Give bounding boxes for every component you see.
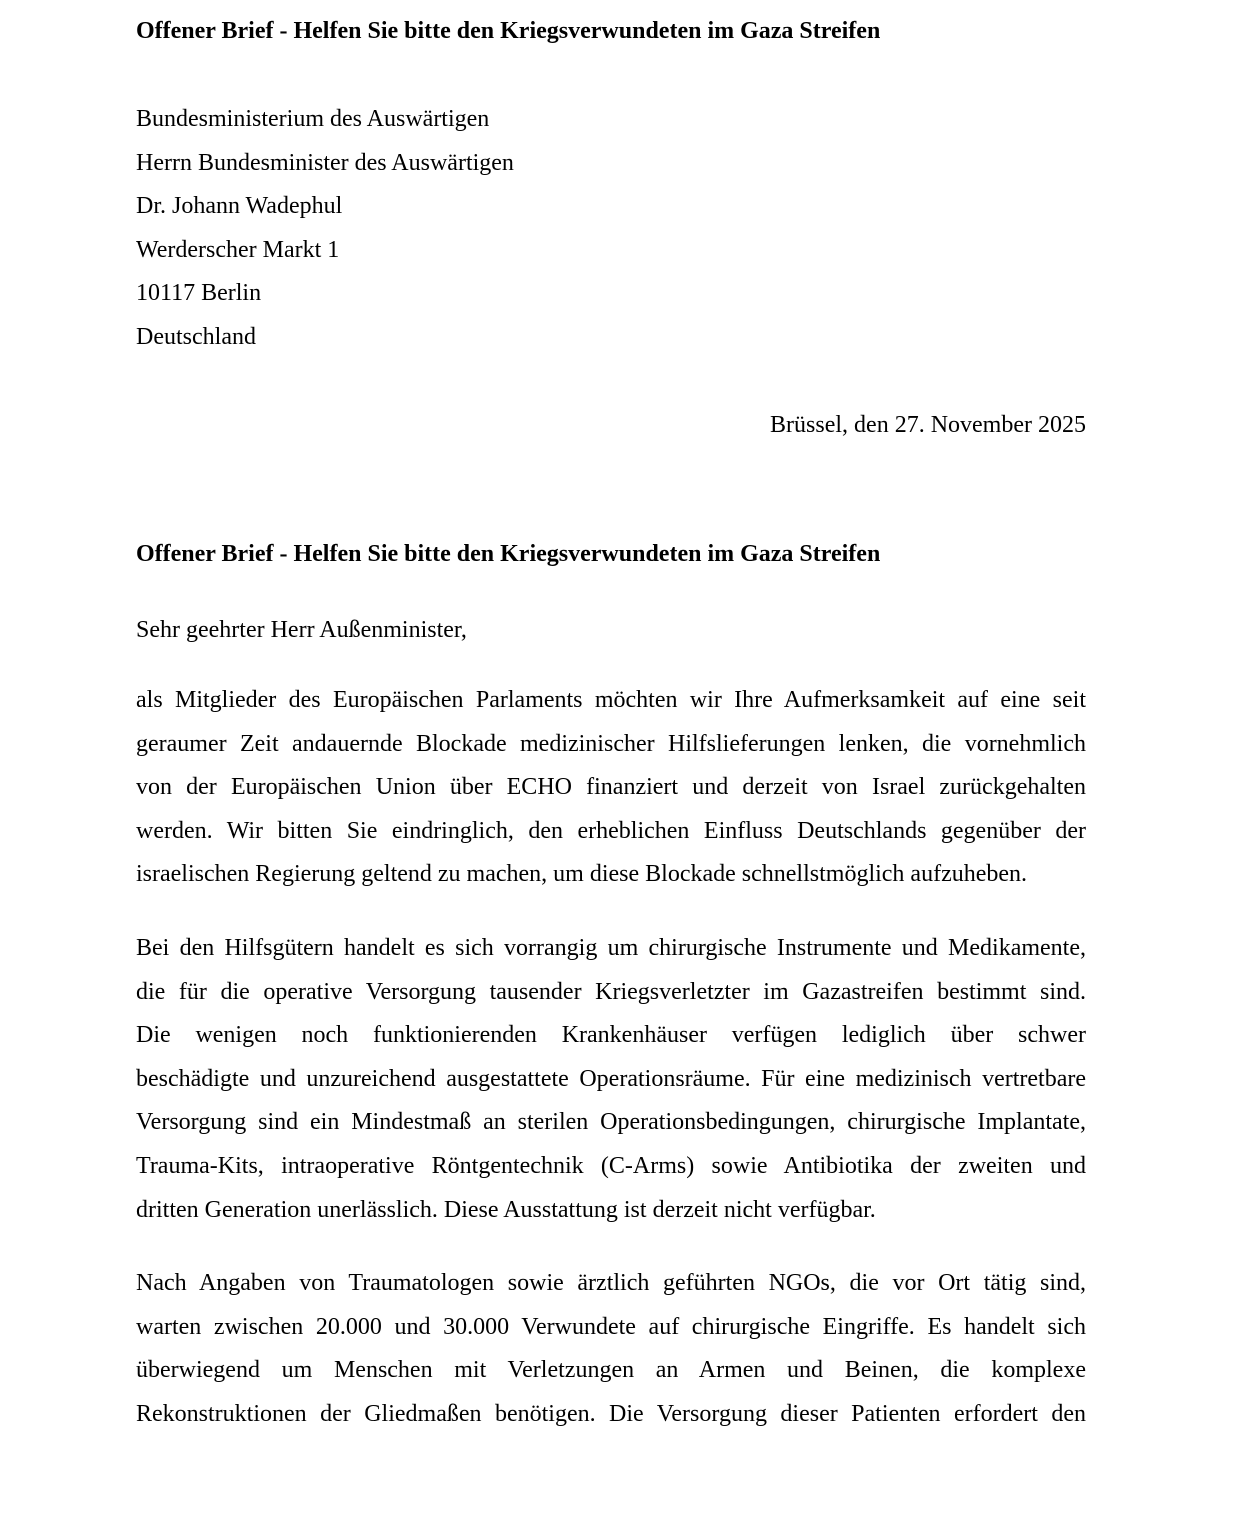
address-line-recipient-name: Dr. Johann Wadephul	[136, 193, 343, 220]
paragraph-line: Trauma-Kits, intraoperative Röntgentechnik (C-Arms) sowie Antibiotika der zweiten und	[136, 1152, 1086, 1179]
paragraph-line: als Mitglieder des Europäischen Parlaments möchten wir Ihre Aufmerksamkeit auf eine seit	[136, 687, 1086, 713]
paragraph-line: die für die operative Versorgung tausender Kriegsverletzter im Gazastreifen bestimmt sind.	[136, 978, 1086, 1005]
body-paragraph-2	[136, 927, 1086, 1232]
paragraph-line: geraumer Zeit andauernde Blockade medizinischer Hilfslieferungen lenken, die vornehmlich	[136, 730, 1086, 757]
paragraph-line: überwiegend um Menschen mit Verletzungen an Armen und Beinen, die komplexe	[136, 1357, 1086, 1384]
address-line-country: Deutschland	[136, 323, 256, 350]
paragraph-line: dritten Generation unerlässlich. Diese Ausstattung ist derzeit nicht verfügbar.	[136, 1196, 876, 1223]
body-paragraph-1	[136, 679, 1086, 897]
paragraph-line: Versorgung sind ein Mindestmaß an sterilen Operationsbedingungen, chirurgische Implantate,	[136, 1109, 1086, 1136]
address-line-street: Werderscher Markt 1	[136, 236, 340, 263]
paragraph-line: werden. Wir bitten Sie eindringlich, den erheblichen Einfluss Deutschlands gegenüber der	[136, 817, 1086, 844]
address-line-city: 10117 Berlin	[136, 280, 262, 307]
paragraph-line: Bei den Hilfsgütern handelt es sich vorrangig um chirurgische Instrumente und Medikamente,	[136, 935, 1086, 961]
recipient-address-block	[136, 100, 514, 362]
paragraph-line: von der Europäischen Union über ECHO finanziert und derzeit von Israel zurückgehalten	[136, 774, 1086, 801]
salutation: Sehr geehrter Herr Außenminister,	[136, 617, 467, 643]
paragraph-line: Rekonstruktionen der Gliedmaßen benötigen. Die Versorgung dieser Patienten erfordert den	[136, 1400, 1086, 1427]
address-line-recipient-title: Herrn Bundesminister des Auswärtigen	[136, 149, 514, 176]
body-paragraph-3	[136, 1262, 1086, 1436]
paragraph-line: beschädigte und unzureichend ausgestattete Operationsräume. Für eine medizinisch vertretbare	[136, 1065, 1086, 1092]
document-title: Offener Brief - Helfen Sie bitte den Kriegsverwundeten im Gaza Streifen	[136, 18, 881, 44]
paragraph-line: Die wenigen noch funktionierenden Krankenhäuser verfügen lediglich über schwer	[136, 1022, 1086, 1049]
paragraph-line: Nach Angaben von Traumatologen sowie ärztlich geführten NGOs, die vor Ort tätig sind,	[136, 1270, 1086, 1296]
letter-date: Brüssel, den 27. November 2025	[770, 412, 1086, 438]
paragraph-line: israelischen Regierung geltend zu machen, um diese Blockade schnellstmöglich aufzuheben.	[136, 861, 1028, 888]
letter-subject: Offener Brief - Helfen Sie bitte den Kriegsverwundeten im Gaza Streifen	[136, 541, 881, 567]
address-line-ministry: Bundesministerium des Auswärtigen	[136, 106, 490, 132]
paragraph-line: warten zwischen 20.000 und 30.000 Verwundete auf chirurgische Eingriffe. Es handelt sich	[136, 1313, 1086, 1340]
